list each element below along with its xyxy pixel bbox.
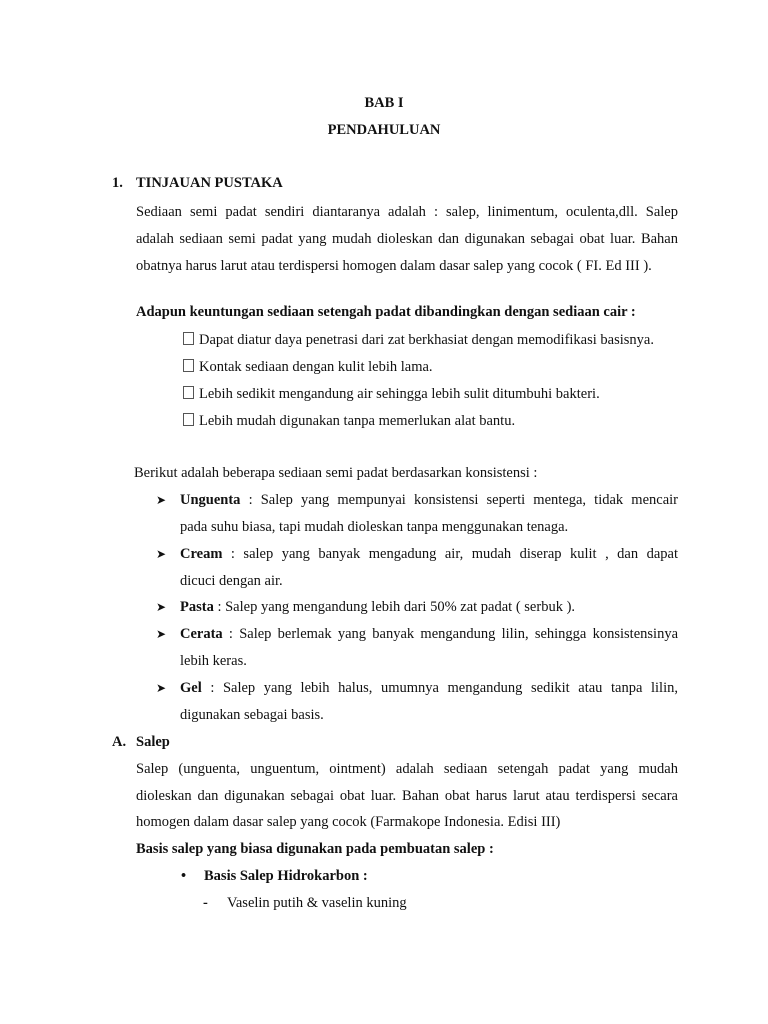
paragraph-line: obatnya harus larut atau terdispersi homogen dalam dasar salep yang cocok ( FI. Ed III ). (136, 258, 652, 274)
type-item-line: Gel : Salep yang lebih halus, umumnya mengandung sedikit atau tanpa lilin, (180, 680, 678, 696)
sub-item: Vaselin putih & vaselin kuning (227, 895, 407, 911)
type-item-line: Unguenta : Salep yang mempunyai konsistensi seperti mentega, tidak mencair (180, 492, 678, 508)
type-item-line: Pasta : Salep yang mengandung lebih dari 50% zat padat ( serbuk ). (180, 599, 576, 615)
checkbox-icon (183, 413, 194, 426)
list-item: Kontak sediaan dengan kulit lebih lama. (183, 358, 433, 376)
checkbox-icon (183, 386, 194, 399)
section-letter: A. (112, 734, 127, 750)
type-item-line: lebih keras. (180, 653, 247, 669)
type-item-line: digunakan sebagai basis. (180, 707, 324, 723)
basis-heading: Basis salep yang biasa digunakan pada pembuatan salep : (136, 841, 494, 857)
paragraph-line: homogen dalam dasar salep yang cocok (Farmakope Indonesia. Edisi III) (136, 814, 561, 830)
types-intro: Berikut adalah beberapa sediaan semi padat berdasarkan konsistensi : (134, 465, 538, 481)
list-item: Dapat diatur daya penetrasi dari zat berkhasiat dengan memodifikasi basisnya. (183, 331, 654, 349)
section-title: TINJAUAN PUSTAKA (136, 175, 283, 191)
paragraph-line: adalah sediaan semi padat yang mudah dioleskan dan digunakan sebagai obat luar. Bahan (136, 231, 678, 247)
paragraph-line: dioleskan dan digunakan sebagai obat luar. Bahan obat harus larut atau terdispersi secara (136, 788, 678, 804)
checkbox-icon (183, 332, 194, 345)
arrow-bullet-icon: ➤ (156, 600, 167, 614)
type-item-line: Cerata : Salep berlemak yang banyak mengandung lilin, sehingga konsistensinya (180, 626, 678, 642)
arrow-bullet-icon: ➤ (156, 681, 167, 695)
arrow-bullet-icon: ➤ (156, 493, 167, 507)
chapter-title: PENDAHULUAN (327, 122, 441, 138)
arrow-bullet-icon: ➤ (156, 547, 167, 561)
dash-icon: - (203, 895, 208, 911)
paragraph-line: Sediaan semi padat sendiri diantaranya adalah : salep, linimentum, oculenta,dll. Salep (136, 204, 678, 220)
type-item-line: dicuci dengan air. (180, 573, 283, 589)
list-item: Lebih mudah digunakan tanpa memerlukan alat bantu. (183, 412, 515, 430)
section-number: 1. (112, 175, 123, 191)
bullet-icon: • (181, 868, 187, 884)
arrow-bullet-icon: ➤ (156, 627, 167, 641)
type-item-line: Cream : salep yang banyak mengadung air, mudah diserap kulit , dan dapat (180, 546, 678, 562)
list-item: Lebih sedikit mengandung air sehingga lebih sulit ditumbuhi bakteri. (183, 385, 600, 403)
paragraph-line: Salep (unguenta, unguentum, ointment) adalah sediaan setengah padat yang mudah (136, 761, 678, 777)
advantages-heading: Adapun keuntungan sediaan setengah padat dibandingkan dengan sediaan cair : (136, 304, 636, 320)
checkbox-icon (183, 359, 194, 372)
chapter-label: BAB I (364, 95, 404, 111)
type-item-line: pada suhu biasa, tapi mudah dioleskan tanpa menggunakan tenaga. (180, 519, 569, 535)
section-title: Salep (136, 734, 170, 750)
basis-item: Basis Salep Hidrokarbon : (204, 868, 368, 884)
